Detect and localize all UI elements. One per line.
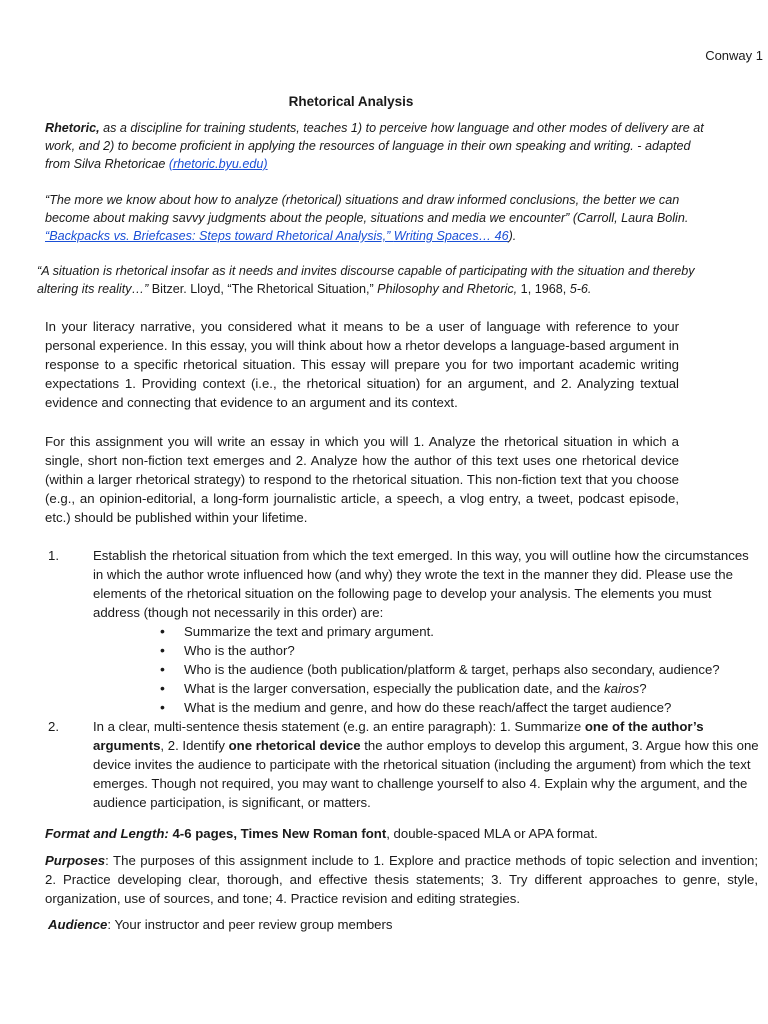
- bitzer-quote-text: “A situation is rhetorical insofar as it needs and invites discourse capable of participating with the situation and thereby altering its reality…”: [37, 264, 695, 296]
- elements-bullet-list: [93, 622, 761, 717]
- list-item-2: [48, 717, 761, 812]
- carroll-article-link[interactable]: [45, 229, 509, 243]
- list-item-1-text: Establish the rhetorical situation from which the text emerged. In this way, you will outline how the circumstances in which the author wrote influenced how (and why) they wrote the text in the manner they did. Please use the elements of the rhetorical situation on the following page to develop your analysis. The elements you must address (though not necessarily in this order) are:: [93, 548, 749, 620]
- page-header-label: Conway 1: [705, 48, 763, 63]
- bullet-item: • Who is the author?: [184, 641, 761, 660]
- thesis-text-1: In a clear, multi-sentence thesis statement (e.g. an entire paragraph): 1. Summarize: [93, 719, 585, 734]
- rhetoric-term: Rhetoric,: [45, 121, 100, 135]
- list-number-2: 2.: [48, 719, 59, 734]
- assignment-paragraph: For this assignment you will write an essay in which you will 1. Analyze the rhetorical situation in which a single, short non-fiction text emerges and 2. Analyze how the author of this text uses one rhetorical device (within a larger rhetorical strategy) to respond to the rhetorical situation. This non-fiction text that you choose (e.g., an opinion-editorial, a long-form journalistic article, a speech, a vlog entry, a tweet, podcast episode, etc.) should be published within your lifetime.: [45, 434, 679, 525]
- requirements-list: [0, 546, 768, 812]
- bitzer-quote: [37, 262, 737, 298]
- rhetoric-source-link[interactable]: (rhetoric.byu.edu): [168, 157, 268, 171]
- thesis-bold-argument: one of the author’s arguments: [93, 719, 704, 753]
- purposes-text: : The purposes of this assignment include to 1. Explore and practice methods of topic selection and invention; 2. Practice developing clear, thorough, and effective thesis statements; 3. Try different approaches to genre, style, organization, use of sources, and tone; 4. Practice revision and editing strategies.: [45, 853, 758, 906]
- audience-text: : Your instructor and peer review group members: [107, 917, 393, 932]
- bullet-item: [184, 679, 761, 698]
- bitzer-citation-journal: Philosophy and Rhetoric,: [377, 282, 518, 296]
- thesis-bold-device: one rhetorical device: [228, 738, 361, 753]
- purposes-label: Purposes: [45, 853, 106, 868]
- list-item-2-text: [93, 717, 761, 812]
- format-and-length: [45, 824, 760, 843]
- carroll-quote-tail: ).: [508, 229, 517, 243]
- carroll-quote: [45, 191, 705, 245]
- thesis-text-2: , 2. Identify: [160, 738, 229, 753]
- audience-label: Audience: [48, 917, 108, 932]
- carroll-article-link-source: Writing Spaces… 46: [393, 229, 509, 243]
- bitzer-citation-pages: 5-6.: [569, 282, 592, 296]
- rhetoric-definition-text: as a discipline for training students, teaches 1) to perceive how language and other modes of delivery are at work, and 2) to become proficient in applying the resources of language in their own speaking and writing. - adapted from Silva Rhetoricae: [45, 121, 704, 171]
- list-number-1: 1.: [48, 548, 59, 563]
- list-item-1: [48, 546, 761, 717]
- bullet-item: • Who is the audience (both publication/platform & target, perhaps also secondary, audience?: [184, 660, 761, 679]
- bullet-item: • Summarize the text and primary argument.: [184, 622, 761, 641]
- audience-line: [48, 915, 748, 934]
- carroll-quote-text: “The more we know about how to analyze (rhetorical) situations and draw informed conclusions, the better we can become about making savvy judgments about the people, situations and media we encounter” (Carroll, Laura Bolin.: [45, 193, 689, 225]
- bitzer-citation-c: 1, 1968,: [517, 282, 570, 296]
- bitzer-citation-a: Bitzer. Lloyd, “The Rhetorical Situation,”: [148, 282, 378, 296]
- page-title: Rhetorical Analysis: [288, 94, 414, 109]
- intro-paragraph: In your literacy narrative, you considered what it means to be a user of language with reference to your personal experience. In this essay, you will think about how a rhetor develops a language-based argument in response to a specific rhetorical situation. This essay will prepare you for two important academic writing expectations 1. Providing context (i.e., the rhetorical situation) for an argument, and 2. Analyzing textual evidence and connecting that evidence to an argument and its context.: [45, 319, 679, 410]
- bullet-4-tail: ?: [639, 681, 647, 696]
- bullet-4-text: What is the larger conversation, especially the publication date, and the: [184, 681, 605, 696]
- purposes-paragraph: [45, 851, 758, 908]
- bullet-item: • What is the medium and genre, and how do these reach/affect the target audience?: [184, 698, 761, 717]
- thesis-text-3: the author employs to develop this argument, 3. Argue how this one device invites the audience to participate with the rhetorical situation (including the argument) from which the text emerges. Though not required, you may want to challenge yourself to also 4. Explain why the argument, and the audience participation, is significant, or matters.: [93, 738, 759, 810]
- rhetoric-definition-quote: [45, 119, 705, 173]
- carroll-article-link-title: “Backpacks vs. Briefcases: Steps toward Rhetorical Analysis,”: [45, 229, 394, 243]
- kairos-term: kairos: [604, 681, 640, 696]
- format-bold-value: 4-6 pages, Times New Roman font: [168, 826, 387, 841]
- format-label: Format and Length:: [45, 826, 169, 841]
- format-rest: , double-spaced MLA or APA format.: [386, 826, 598, 841]
